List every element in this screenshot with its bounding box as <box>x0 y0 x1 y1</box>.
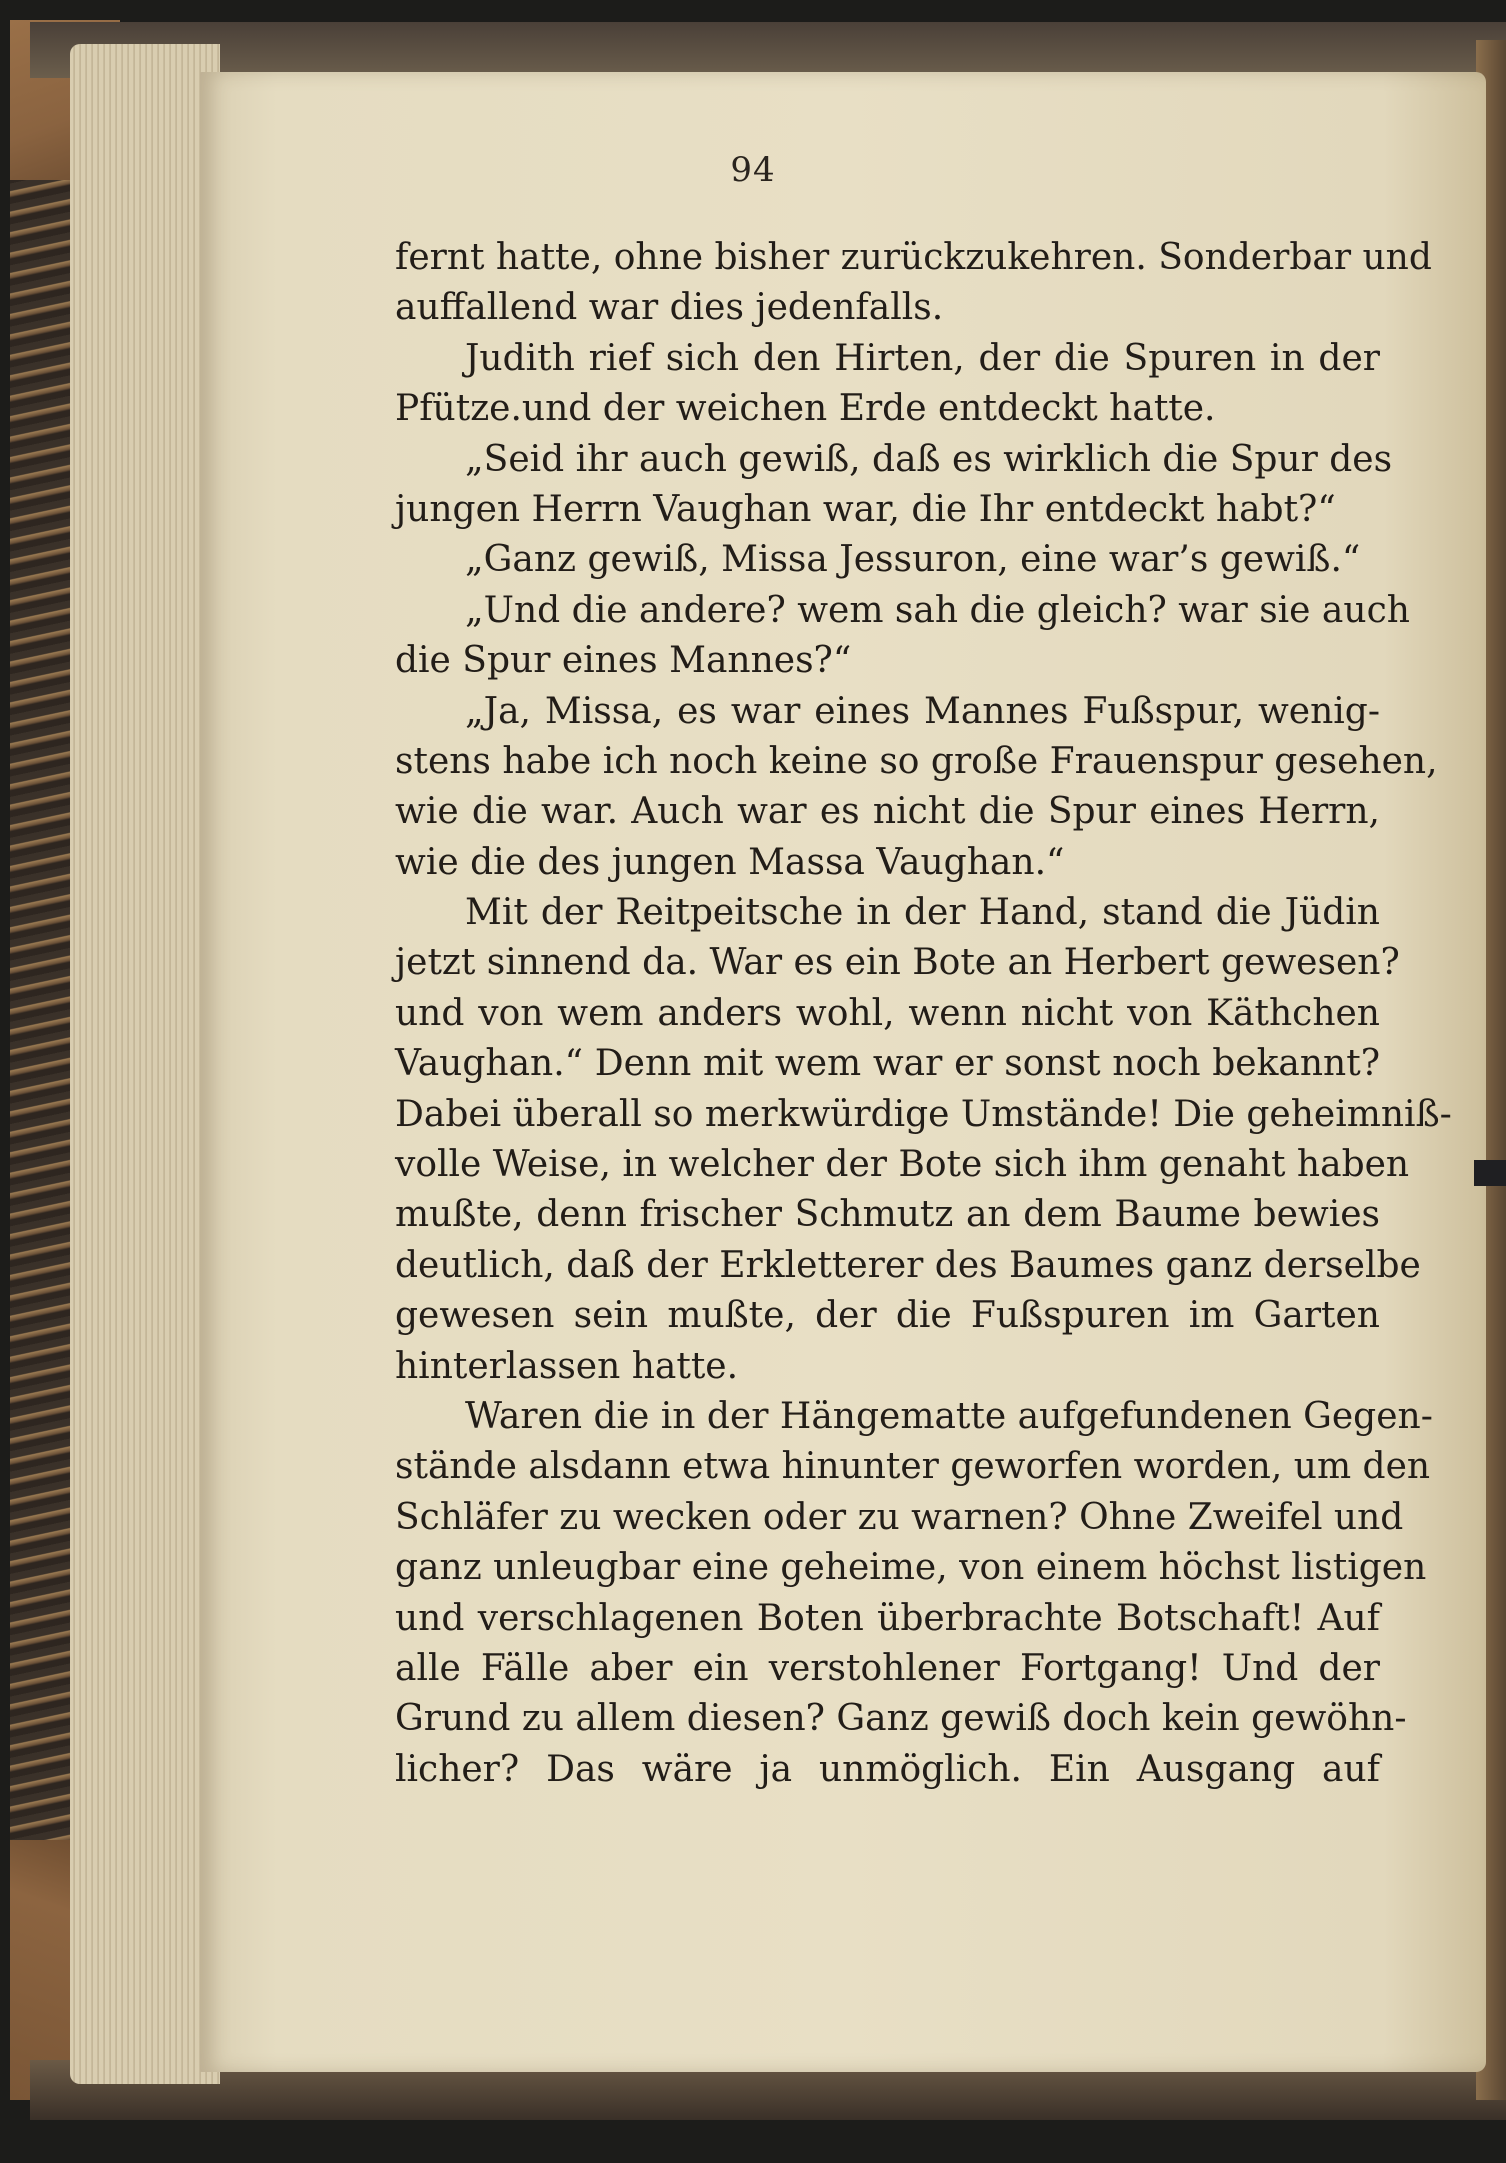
text-line: gewesen sein mußte, der die Fußspuren im Garten <box>395 1295 1380 1337</box>
text-line: ganz unleugbar eine geheime, von einem höchst listigen <box>395 1547 1427 1589</box>
text-line: jetzt sinnend da. War es ein Bote an Herbert gewesen? <box>395 942 1400 984</box>
text-line: Schläfer zu wecken oder zu warnen? Ohne Zweifel und <box>395 1496 1404 1538</box>
text-line: fernt hatte, ohne bisher zurückzukehren. Sonderbar und <box>395 237 1432 278</box>
text-line: stens habe ich noch keine so große Frauenspur gesehen, <box>395 740 1438 782</box>
text-line: alle Fälle aber ein verstohlener Fortgang! Und der <box>395 1647 1380 1689</box>
page-edges <box>70 44 220 2084</box>
text-line: und von wem anders wohl, wenn nicht von Käthchen <box>395 992 1380 1034</box>
bookmark-ribbon <box>1474 1160 1506 1186</box>
text-line: Mit der Reitpeitsche in der Hand, stand die Jüdin <box>465 892 1380 934</box>
text-line: Dabei überall so merkwürdige Umstände! Die geheimniß- <box>395 1093 1452 1135</box>
text-line: „Ganz gewiß, Missa Jessuron, eine war’s gewiß.“ <box>465 539 1361 581</box>
text-line: Grund zu allem diesen? Ganz gewiß doch kein gewöhn- <box>395 1698 1407 1740</box>
text-line: volle Weise, in welcher der Bote sich ihm genaht haben <box>395 1144 1410 1186</box>
text-line: Waren die in der Hängematte aufgefundenen Gegen- <box>465 1395 1433 1437</box>
text-line: licher? Das wäre ja unmöglich. Ein Ausgang auf <box>395 1748 1380 1790</box>
book-cover-top <box>30 22 1506 78</box>
text-line: deutlich, daß der Erkletterer des Baumes ganz derselbe <box>395 1244 1421 1286</box>
text-line: hinterlassen hatte. <box>395 1345 739 1387</box>
page-text <box>395 233 1452 1795</box>
text-line: wie die war. Auch war es nicht die Spur eines Herrn, <box>395 791 1380 833</box>
text-line: wie die des jungen Massa Vaughan.“ <box>395 841 1065 883</box>
text-line: und verschlagenen Boten überbrachte Botschaft! Auf <box>395 1597 1380 1639</box>
text-line: „Ja, Missa, es war eines Mannes Fußspur, wenig- <box>465 690 1380 732</box>
text-line: „Und die andere? wem sah die gleich? war sie auch <box>465 589 1410 631</box>
text-line: Vaughan.“ Denn mit wem war er sonst noch bekannt? <box>395 1043 1380 1085</box>
text-line: Pfütze.und der weichen Erde entdeckt hatte. <box>395 388 1216 430</box>
text-line: auffallend war dies jedenfalls. <box>395 287 944 329</box>
text-line: Judith rief sich den Hirten, der die Spuren in der <box>465 337 1380 379</box>
text-line: stände alsdann etwa hinunter geworfen worden, um den <box>395 1446 1431 1488</box>
page-number: 94 <box>730 150 776 190</box>
text-line: mußte, denn frischer Schmutz an dem Baume bewies <box>395 1194 1380 1236</box>
text-line: jungen Herrn Vaughan war, die Ihr entdeckt habt?“ <box>395 488 1336 530</box>
text-line: „Seid ihr auch gewiß, daß es wirklich die Spur des <box>465 438 1393 480</box>
text-line: die Spur eines Mannes?“ <box>395 640 852 682</box>
